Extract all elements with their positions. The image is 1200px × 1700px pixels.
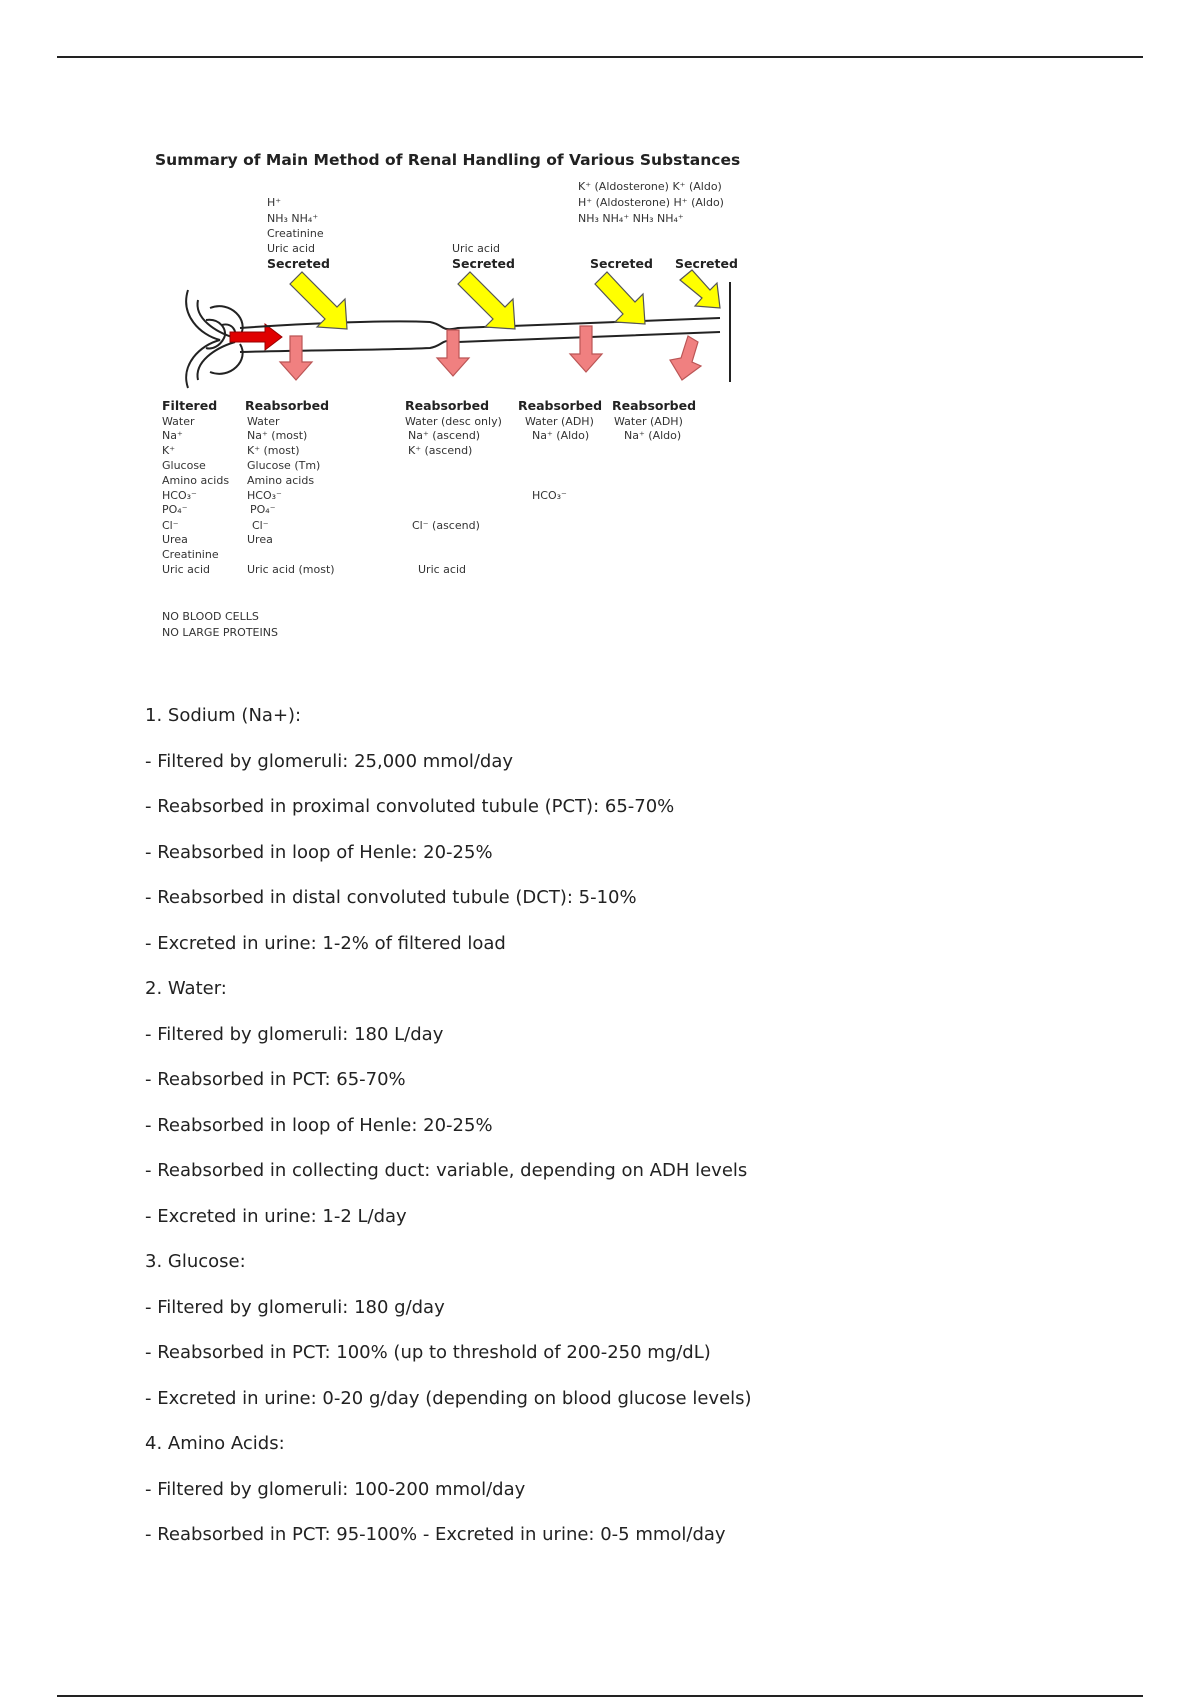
note-line: - Reabsorbed in collecting duct: variable, depending on ADH levels [145,1160,748,1181]
nephron-diagram [140,140,790,660]
pct-secreted-item: Uric acid [267,242,316,255]
pct-reabsorbed-item: Urea [247,533,273,546]
reabsorbed-label: Reabsorbed [612,398,697,413]
note-heading: 4. Amino Acids: [145,1433,285,1454]
note-heading: 2. Water: [145,978,227,999]
pct-reabsorbed-item: HCO₃⁻ [247,489,282,502]
note-line: - Filtered by glomeruli: 180 g/day [145,1296,445,1318]
loop-reabsorbed-item: K⁺ (ascend) [408,444,473,457]
secreted-label: Secreted [267,256,330,271]
pct-reabsorbed-item: Uric acid (most) [247,563,335,576]
cd-reabsorbed-list [614,415,683,442]
cd-reabsorbed-item: Na⁺ (Aldo) [624,429,682,442]
filtered-item: Glucose [162,459,206,472]
bottom-rule [57,1695,1143,1697]
figure-footer-line: NO BLOOD CELLS [162,610,259,623]
reabsorption-arrow-loop [437,330,469,376]
dct-reabsorbed-item: Water (ADH) [525,415,594,428]
filtered-item: HCO₃⁻ [162,489,197,502]
filtered-item: Creatinine [162,548,219,561]
pct-reabsorbed-list [247,415,335,576]
reabsorption-arrow-dct [570,326,602,372]
note-line: - Filtered by glomeruli: 25,000 mmol/day [145,750,514,772]
filtered-item: PO₄⁻ [162,503,188,516]
filtered-item: Water [162,415,195,428]
secretion-arrow-dct [595,272,645,324]
note-line: - Reabsorbed in PCT: 65-70% [145,1069,406,1090]
reabsorption-arrow-pct [280,336,312,380]
cd-reabsorbed-item: Water (ADH) [614,415,683,428]
note-line: - Reabsorbed in loop of Henle: 20-25% [145,1114,493,1136]
loop-reabsorbed-item: Na⁺ (ascend) [408,429,481,442]
filtered-item: Uric acid [162,563,211,576]
pct-secreted-item: H⁺ [267,196,282,209]
filtered-item: K⁺ [162,444,176,457]
loop-reabsorbed-item: Cl⁻ (ascend) [412,519,480,532]
filtered-list [162,415,229,576]
top-right-line: K⁺ (Aldosterone) K⁺ (Aldo) [578,180,722,193]
note-line: - Excreted in urine: 1-2% of filtered load [145,932,506,954]
pct-reabsorbed-item: K⁺ (most) [247,444,300,457]
note-line: - Filtered by glomeruli: 100-200 mmol/day [145,1478,526,1500]
secretion-arrow-cd [680,270,720,308]
filtered-item: Urea [162,533,188,546]
pct-reabsorbed-item: Glucose (Tm) [247,459,321,472]
secretion-arrow-pct [290,272,347,329]
reabsorbed-label: Reabsorbed [245,398,330,413]
top-rule [57,56,1143,58]
note-line: - Reabsorbed in loop of Henle: 20-25% [145,841,493,863]
note-line: - Reabsorbed in distal convoluted tubule (DCT): 5-10% [145,887,637,908]
loop-reabsorbed-item: Water (desc only) [405,415,502,428]
note-line: - Excreted in urine: 1-2 L/day [145,1205,407,1227]
filtered-item: Na⁺ [162,429,183,442]
note-heading: 3. Glucose: [145,1251,246,1272]
top-right-line: H⁺ (Aldosterone) H⁺ (Aldo) [578,196,724,209]
secreted-label: Secreted [590,256,653,271]
filtered-item: Amino acids [162,474,230,487]
figure-title: Summary of Main Method of Renal Handling of Various Substances [155,151,741,169]
pct-reabsorbed-item: PO₄⁻ [250,503,276,516]
pct-reabsorbed-item: Amino acids [247,474,315,487]
top-right-line: NH₃ NH₄⁺ NH₃ NH₄⁺ [578,212,684,225]
loop-reabsorbed-list [405,415,502,576]
note-line: - Reabsorbed in PCT: 100% (up to threshold of 200-250 mg/dL) [145,1342,711,1363]
note-heading: 1. Sodium (Na+): [145,705,302,726]
pct-secreted-item: Creatinine [267,227,324,240]
pct-reabsorbed-item: Cl⁻ [252,519,269,532]
pct-secreted-item: NH₃ NH₄⁺ [267,212,319,225]
dct-reabsorbed-item: Na⁺ (Aldo) [532,429,590,442]
figure-footer-line: NO LARGE PROTEINS [162,626,278,639]
note-line: - Filtered by glomeruli: 180 L/day [145,1023,444,1045]
filtered-item: Cl⁻ [162,519,179,532]
renal-notes [145,703,1045,1568]
renal-handling-figure [140,140,790,660]
reabsorbed-label: Reabsorbed [518,398,603,413]
reabsorption-arrow-cd [670,336,701,380]
note-line: - Excreted in urine: 0-20 g/day (depending on blood glucose levels) [145,1387,752,1409]
dct-reabsorbed-list [525,415,594,502]
dct-reabsorbed-item: HCO₃⁻ [532,489,567,502]
loop-secreted-item: Uric acid [452,242,501,255]
loop-reabsorbed-item: Uric acid [418,563,467,576]
reabsorbed-label: Reabsorbed [405,398,490,413]
secreted-label: Secreted [675,256,738,271]
secretion-arrow-loop [458,272,515,329]
secreted-label: Secreted [452,256,515,271]
filtered-label: Filtered [162,398,218,413]
note-line: - Reabsorbed in proximal convoluted tubule (PCT): 65-70% [145,796,675,817]
pct-reabsorbed-item: Water [247,415,280,428]
note-line: - Reabsorbed in PCT: 95-100% - Excreted in urine: 0-5 mmol/day [145,1524,726,1545]
reabsorption-arrows [280,326,701,380]
pct-reabsorbed-item: Na⁺ (most) [247,429,308,442]
